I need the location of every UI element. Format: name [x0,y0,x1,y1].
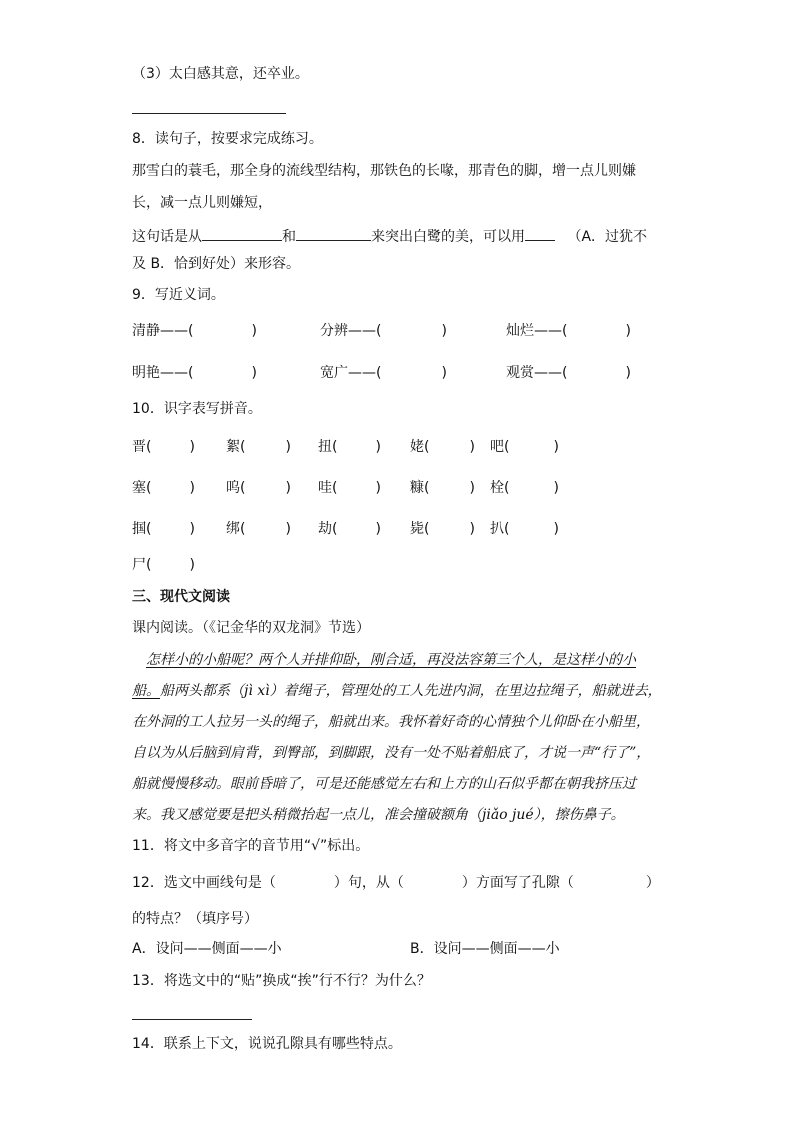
q10-title: 10．识字表写拼音。 [132,401,262,417]
q12-line1: 12．选文中画线句是（ ）句，从（ ）方面写了孔隙（ ） [132,875,660,891]
q10-item-13[interactable]: 劫( ) [318,521,381,537]
q10-item-1[interactable]: 晋( ) [132,439,195,455]
passage-line-1: 怎样小的小船呢？两个人并排仰卧，刚合适，再没法容第三个人，是这样小的小 [146,652,636,668]
q8-fill-text-d: （A．过犹不 [567,229,648,245]
passage-line-4: 自以为从后脑到肩背，到臀部，到脚跟，没有一处不贴着船底了，才说一声“行了”， [132,745,651,761]
q10-item-10[interactable]: 栓( ) [490,480,559,496]
q8-sentence-line2: 长，减一点儿则嫌短， [132,195,272,211]
q10-item-8[interactable]: 哇( ) [318,480,381,496]
q10-item-3[interactable]: 扭( ) [318,439,381,455]
answer-line-q13[interactable] [132,1019,252,1020]
q12-option-a[interactable]: A．设问——侧面——小 [132,941,282,957]
q10-item-11[interactable]: 掴( ) [132,521,195,537]
q8-blank-1[interactable] [202,224,282,241]
q11-title: 11．将文中多音字的音节用“√”标出。 [132,838,370,854]
answer-line-q7[interactable] [132,113,286,114]
q10-item-16[interactable]: 尸( ) [132,557,195,573]
passage-line-3: 在外洞的工人拉另一头的绳子，船就出来。我怀着好奇的心情独个儿仰卧在小船里， [132,714,650,730]
passage-line-2-rest: 船两头都系（jì xì）着绳子，管理处的工人先进内洞，在里边拉绳子，船就进去， [160,683,662,699]
q10-item-12[interactable]: 绑( ) [226,521,291,537]
q10-item-9[interactable]: 糠( ) [410,480,475,496]
q10-item-14[interactable]: 毙( ) [410,521,475,537]
q7-item-3: （3）太白感其意，还卒业。 [132,66,309,82]
q10-item-6[interactable]: 塞( ) [132,480,195,496]
q9-item-6[interactable]: 观赏——( ) [506,365,631,381]
q8-fill-text-b: 和 [282,229,296,245]
q8-sentence-line1: 那雪白的蓑毛，那全身的流线型结构，那铁色的长喙，那青色的脚，增一点儿则嫌 [132,163,636,179]
passage-line-5: 船就慢慢移动。眼前昏暗了，可是还能感觉左右和上方的山石似乎都在朝我挤压过 [132,776,636,792]
q9-item-4[interactable]: 明艳——( ) [132,365,257,381]
q10-item-2[interactable]: 絮( ) [226,439,291,455]
q8-fill-text-c: 来突出白鹭的美，可以用 [371,229,525,245]
q9-title: 9．写近义词。 [132,287,225,303]
q10-item-15[interactable]: 扒( ) [490,521,559,537]
q9-item-2[interactable]: 分辨——( ) [320,323,447,339]
passage-line-6: 来。我又感觉要是把头稍微抬起一点儿，准会撞破额角（jiǎo jué），擦伤鼻子。 [132,807,625,823]
q8-fill-line2: 及 B．恰到好处）来形容。 [132,256,301,272]
q10-item-7[interactable]: 呜( ) [226,480,291,496]
q10-item-4[interactable]: 姥( ) [410,439,475,455]
q8-blank-3[interactable] [525,224,555,241]
q8-title: 8．读句子，按要求完成练习。 [132,131,323,147]
passage-line-2 [132,681,662,701]
section3-intro: 课内阅读。（《记金华的双龙洞》节选） [132,620,370,636]
q10-item-5[interactable]: 吧( ) [490,439,559,455]
q9-item-3[interactable]: 灿烂——( ) [506,323,631,339]
q8-fill-line [132,224,647,247]
q9-item-1[interactable]: 清静——( ) [132,323,257,339]
q14-title: 14．联系上下文，说说孔隙具有哪些特点。 [132,1036,402,1052]
passage-underlined-end: 船。 [132,683,160,699]
section3-heading: 三、现代文阅读 [132,589,230,605]
q13-title: 13．将选文中的“贴”换成“挨”行不行？为什么？ [132,973,431,989]
q12-line2: 的特点？（填序号） [132,911,258,927]
q12-option-b[interactable]: B．设问——侧面——小 [410,941,560,957]
q8-blank-2[interactable] [296,224,371,241]
q8-fill-text-a: 这句话是从 [132,229,202,245]
q9-item-5[interactable]: 宽广——( ) [320,365,447,381]
